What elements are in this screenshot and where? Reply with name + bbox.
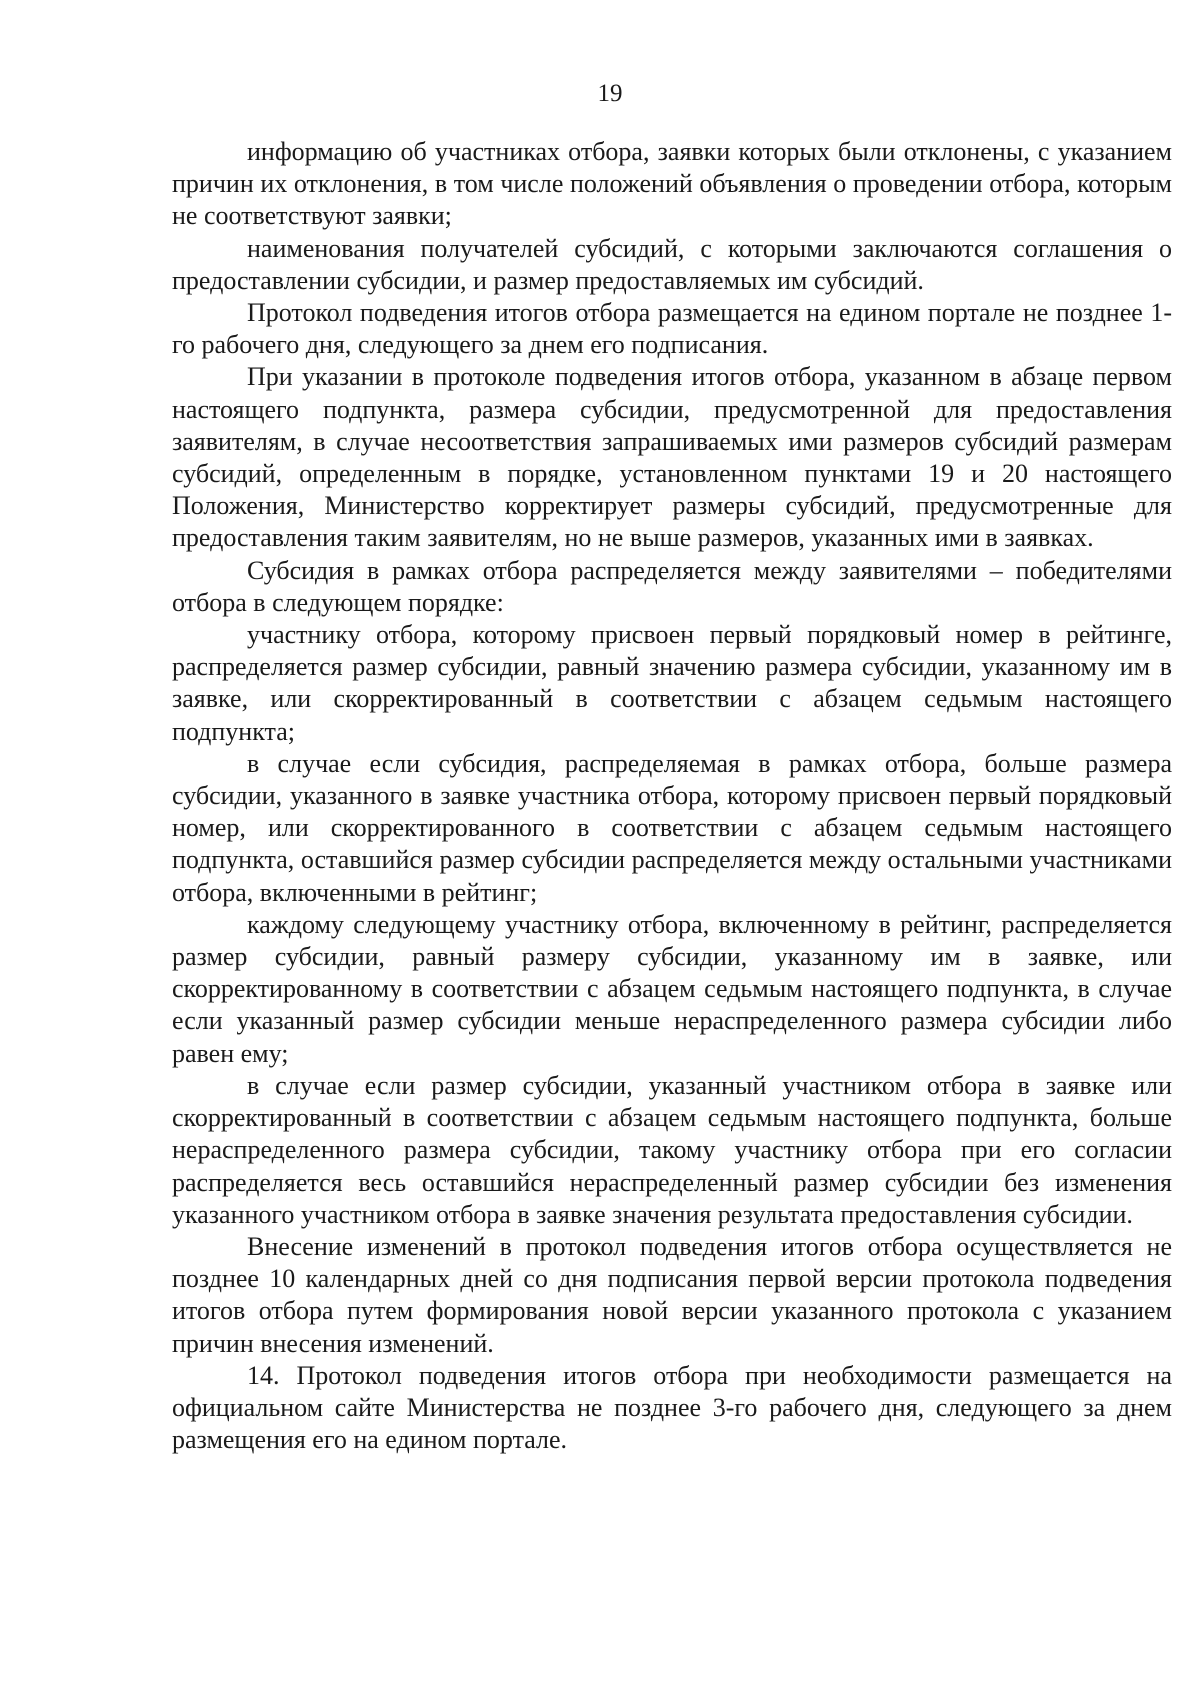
paragraph-next-participant: каждому следующему участнику отбора, включенному в рейтинг, распределяется размер субсидии, равный размеру субсидии, указанному им в заявке, или скорректированному в соответствии с абзацем седьмым настоящего подпункта, в случае если указанный размер субсидии меньше нераспределенного размера субсидии либо равен ему; (172, 909, 1172, 1068)
paragraph-first-participant: участнику отбора, которому присвоен первый порядковый номер в рейтинге, распределяется размер субсидии, равный значению размера субсидии, указанному им в заявке, или скорректированный в соответствии с абзацем седьмым настоящего подпункта; (172, 620, 1172, 746)
paragraph-item-14: 14. Протокол подведения итогов отбора при необходимости размещается на официальном сайте Министерства не позднее 3-го рабочего дня, следующего за днем размещения его на едином портале. (172, 1360, 1172, 1455)
paragraph-exceeding-request: в случае если размер субсидии, указанный участником отбора в заявке или скорректированный в соответствии с абзацем седьмым настоящего подпункта, больше нераспределенного размера субсидии, такому участнику отбора при его согласии распределяется весь оставшийся нераспределенный размер субсидии без изменения указанного участником отбора в заявке значения результата предоставления субсидии. (172, 1070, 1172, 1229)
paragraph-protocol-amendments: Внесение изменений в протокол подведения итогов отбора осуществляется не позднее 10 календарных дней со дня подписания первой версии протокола подведения итогов отбора путем формирования новой версии указанного протокола с указанием причин внесения изменений. (172, 1231, 1172, 1358)
paragraph-protocol-publication: Протокол подведения итогов отбора размещается на едином портале не позднее 1-го рабочего дня, следующего за днем его подписания. (172, 298, 1172, 360)
paragraph-distribution-order: Субсидия в рамках отбора распределяется между заявителями – победителями отбора в следующем порядке: (172, 555, 1172, 617)
paragraph-recipients-names: наименования получателей субсидий, с которыми заключаются соглашения о предоставлении субсидии, и размер предоставляемых им субсидий. (172, 233, 1172, 295)
page-number: 19 (597, 80, 623, 107)
paragraph-subsidy-adjustment: При указании в протоколе подведения итогов отбора, указанном в абзаце первом настоящего подпункта, размера субсидии, предусмотренной для предоставления заявителям, в случае несоответствия запрашиваемых ими размеров субсидий размерам субсидий, определенным в порядке, установленном пунктами 19 и 20 настоящего Положения, Министерство корректирует размеры субсидий, предусмотренные для предоставления таким заявителям, но не выше размеров, указанных ими в заявках. (172, 362, 1172, 553)
document-body (172, 136, 1172, 1456)
paragraph-remaining-distribution: в случае если субсидия, распределяемая в рамках отбора, больше размера субсидии, указанного в заявке участника отбора, которому присвоен первый порядковый номер, или скорректированного в соответствии с абзацем седьмым настоящего подпункта, оставшийся размер субсидии распределяется между остальными участниками отбора, включенными в рейтинг; (172, 748, 1172, 907)
paragraph-participants-rejected: информацию об участниках отбора, заявки которых были отклонены, с указанием причин их отклонения, в том числе положений объявления о проведении отбора, которым не соответствуют заявки; (172, 137, 1172, 231)
